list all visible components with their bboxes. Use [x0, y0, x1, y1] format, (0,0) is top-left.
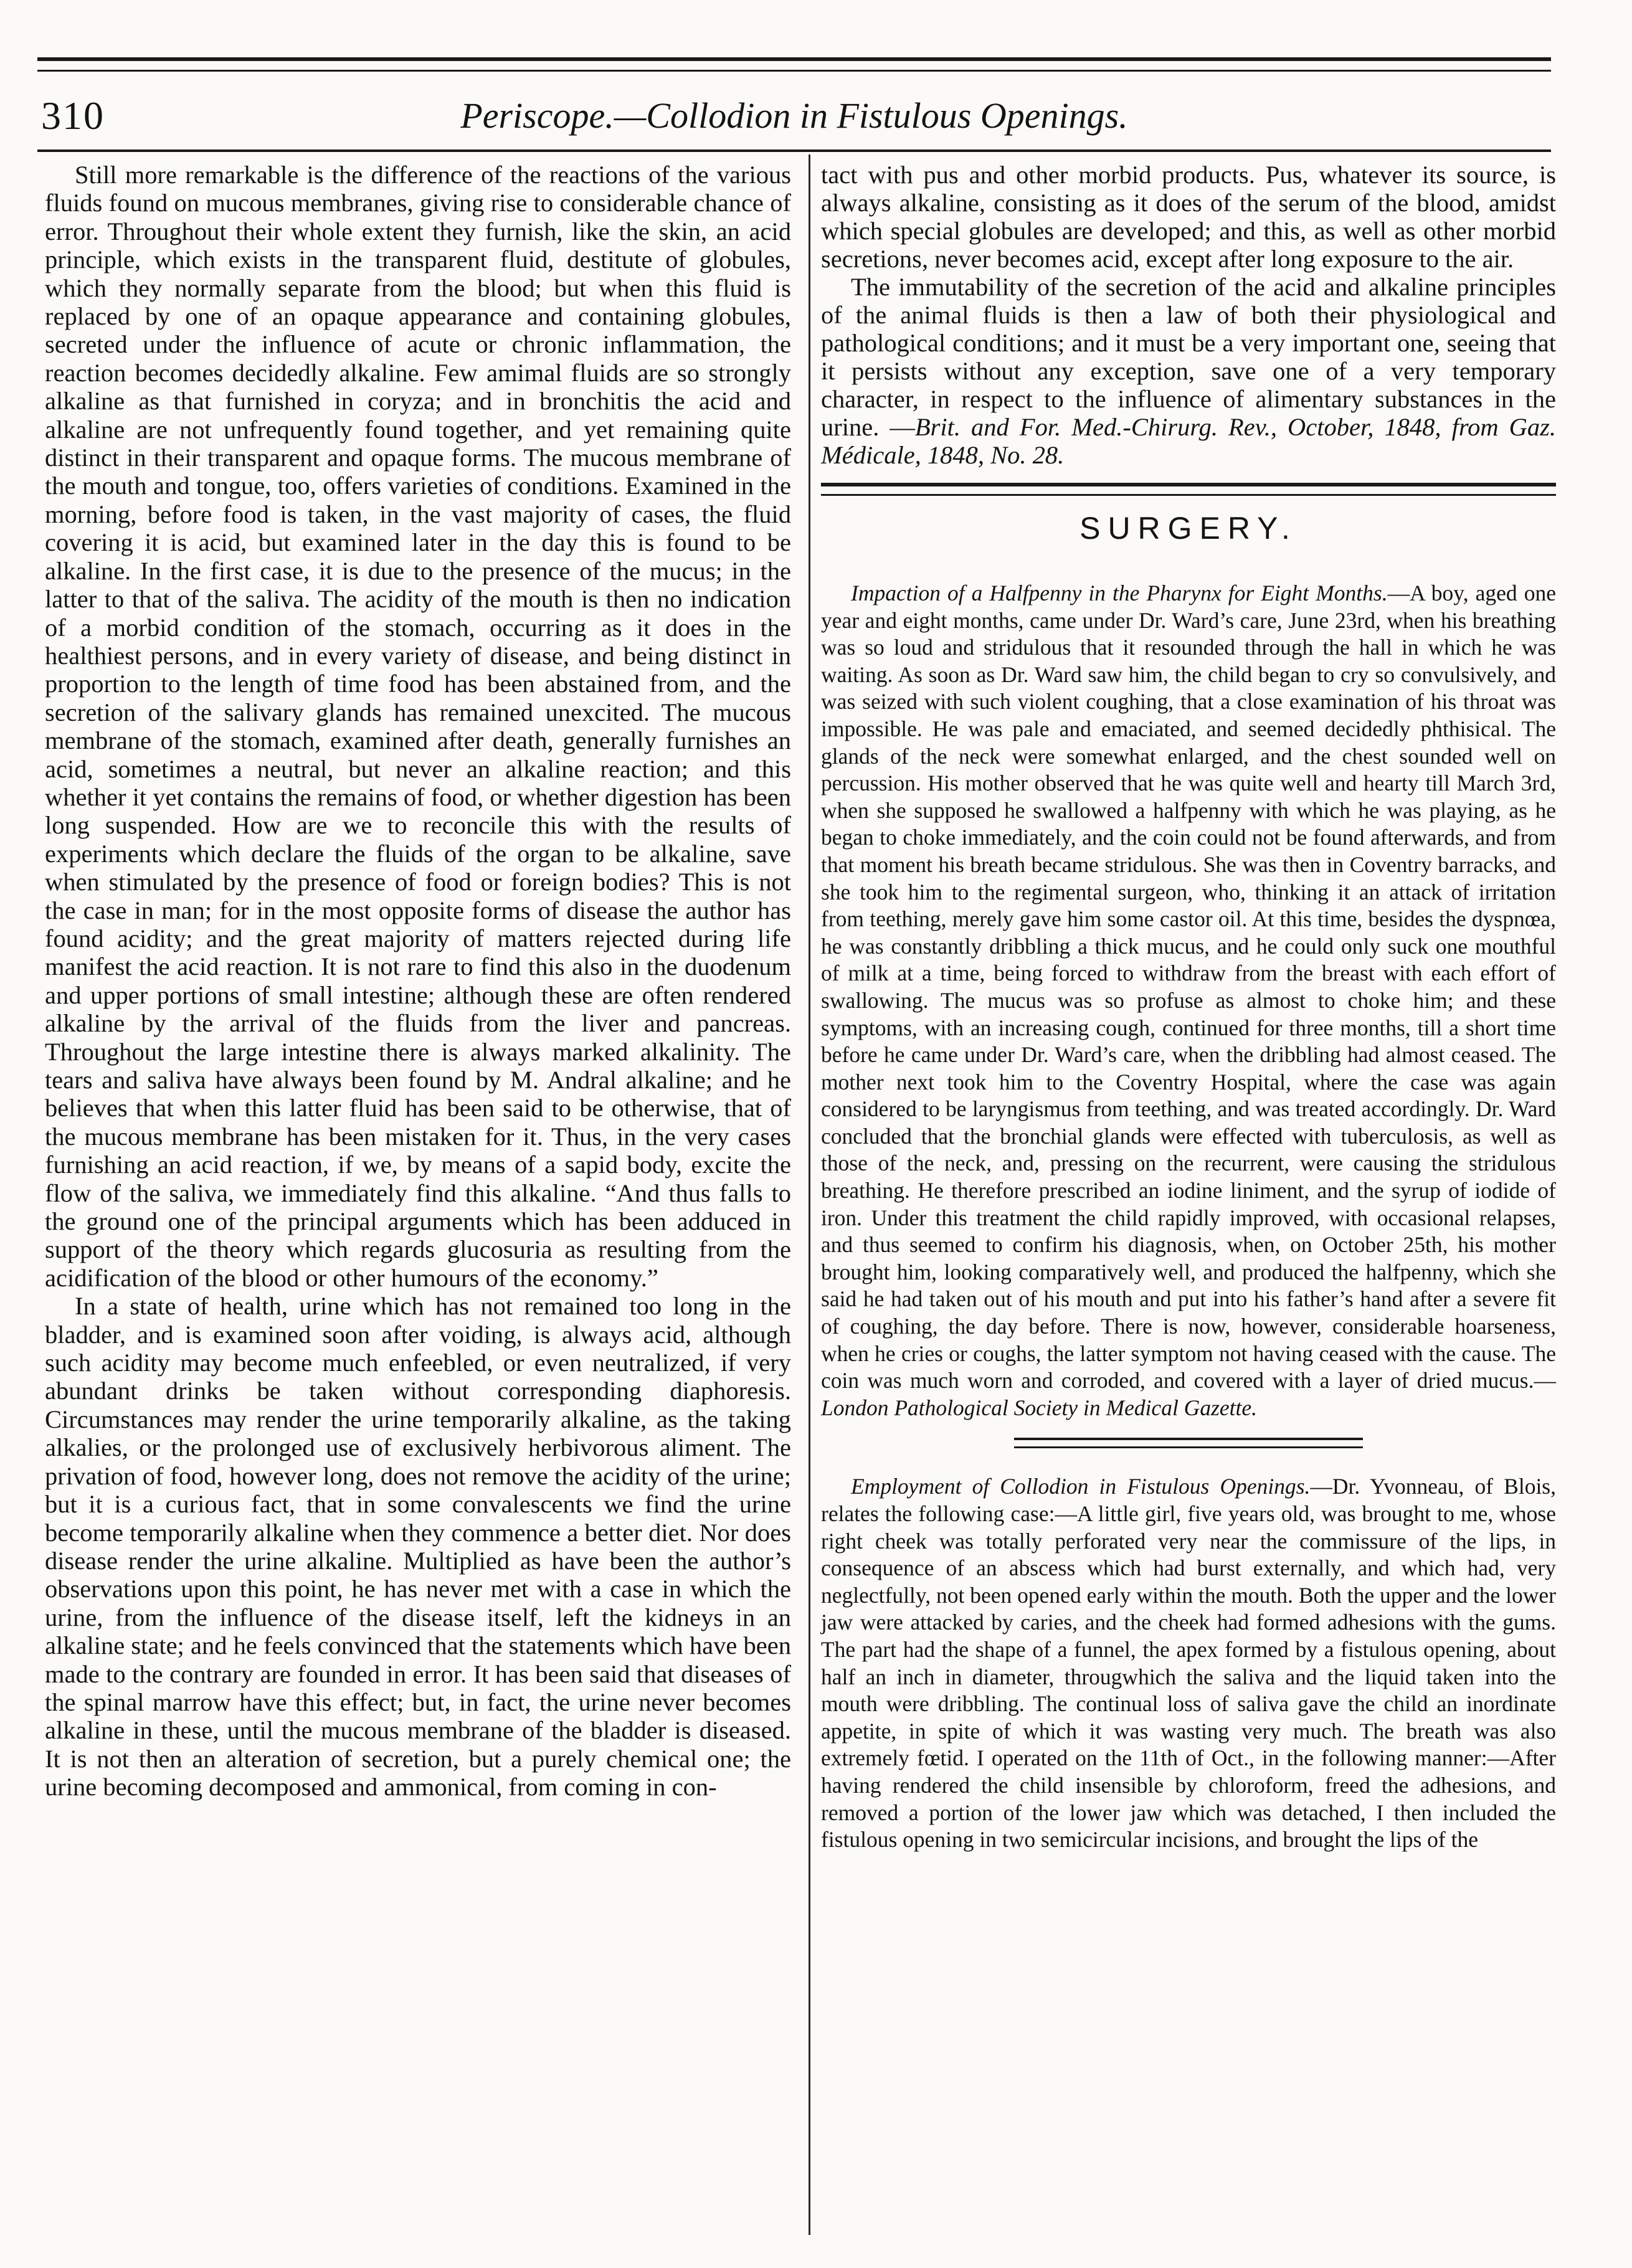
- left-column: [45, 161, 791, 1801]
- article-body: —Dr. Yvonneau, of Blois, relates the following case:—A little girl, five years old, was brought to me, whose right cheek was totally perforated very near the commissure of the lips, in consequence of an abscess which had burst externally, and which had, very neglectfully, not been opened early within the mouth. Both the upper and the lower jaw were attacked by caries, and the cheek had formed adhesions with the gums. The part had the shape of a funnel, the apex formed by a fistulous opening, about half an inch in diameter, througwhich the saliva and the liquid taken into the mouth were dribbling. The continual loss of saliva gave the child an inordinate appetite, in spite of which it was wasting very much. The breath was also extremely fœtid. I operated on the 11th of Oct., in the following manner:—After having rendered the child insensible by chloroform, freed the adhesions, and removed a portion of the lower jaw which was detached, I then included the fistulous opening in two semicircular incisions, and brought the lips of the: [821, 1474, 1556, 1853]
- top-double-rule: [37, 57, 1551, 72]
- article-title: Employment of Collodion in Fistulous Openings.: [851, 1474, 1311, 1499]
- section-title: SURGERY.: [1079, 511, 1298, 546]
- article-collodion: [821, 1473, 1556, 1853]
- paragraph: [821, 273, 1556, 469]
- page-header: [37, 86, 1551, 146]
- paragraph: Still more remarkable is the difference of the reactions of the various fluids found on mucous membranes, giving rise to considerable chance of error. Throughout their whole extent they furnish, like the skin, an acid principle, which exists in the transparent fluid, destitute of globules, which they normally separate from the blood; but when this fluid is replaced by one of an opaque appearance and containing globules, secreted under the influence of acute or chronic inflammation, the reaction becomes decidedly alkaline. Few amimal fluids are so strongly alkaline as that furnished in coryza; and in bronchitis the acid and alkaline are not unfrequently found together, and yet remaining quite distinct in their transparent and opaque forms. The mucous membrane of the mouth and tongue, too, offers varieties of conditions. Examined in the morning, before food is taken, in the vast majority of cases, the fluid covering it is acid, but examined later in the day this is found to be alkaline. In the first case, it is due to the presence of the mucus; in the latter to that of the saliva. The acidity of the mouth is then no indication of a morbid condition of the stomach, occurring as it does in the healthiest persons, and in every variety of disease, and being distinct in proportion to the length of time food has been abstained from, and the secretion of the salivary glands has remained unexcited. The mucous membrane of the stomach, examined after death, generally furnishes an acid, sometimes a neutral, but never an alkaline reaction; and this whether it yet contains the remains of food, or whether digestion has been long suspended. How are we to reconcile this with the results of experiments which declare the fluids of the organ to be alkaline, save when stimulated by the presence of food or foreign bodies? This is not the case in man; for in the most opposite forms of disease the author has found acidity; and the great majority of matters rejected during life manifest the acid reaction. It is not rare to find this also in the duodenum and upper portions of small intestine; although these are often rendered alkaline by the arrival of the fluids from the liver and pancreas. Throughout the large intestine there is always marked alkalinity. The tears and saliva have always been found by M. Andral alkaline; and he believes that when this latter fluid has been said to be otherwise, that of the mucous membrane has been mistaken for it. Thus, in the very cases furnishing an acid reaction, if we, by means of a sapid body, excite the flow of the saliva, we immediately find this alkaline. “And thus falls to the ground one of the principal arguments which has been adduced in support of the theory which regards glucosuria as resulting from the acidification of the blood or other humours of the economy.”: [45, 161, 791, 1292]
- section-rule: [821, 483, 1556, 496]
- citation: London Pathological Society in Medical Gazette.: [821, 1395, 1257, 1420]
- header-rule: [37, 149, 1551, 152]
- citation: Brit. and For. Med.-Chirurg. Rev., October, 1848, from Gaz. Médicale, 1848, No. 28.: [821, 413, 1556, 469]
- article-rule: [1014, 1438, 1363, 1448]
- right-column: [821, 161, 1556, 1854]
- article-title: Impaction of a Halfpenny in the Pharynx for Eight Months.: [851, 581, 1388, 605]
- paragraph-text: The immutability of the secretion of the acid and alkaline principles of the animal fluids is then a law of both their physiological and pathological conditions; and it must be a very important one, seeing that it persists without any exception, save one of a very temporary character, in respect to the influence of alimentary substances in the urine. —: [821, 273, 1556, 441]
- column-divider: [809, 154, 810, 2235]
- paragraph: In a state of health, urine which has not remained too long in the bladder, and is examined soon after voiding, is always acid, although such acidity may become much enfeebled, or even neutralized, if very abundant drinks be taken without corresponding diaphoresis. Circumstances may render the urine temporarily alkaline, as the taking alkalies, or the prolonged use of exclusively herbivorous aliment. The privation of food, however long, does not remove the acidity of the urine; but it is a curious fact, that in some convalescents we find the urine become temporarily alkaline when they commence a better diet. Nor does disease render the urine alkaline. Multiplied as have been the author’s observations upon this point, he has never met with a case in which the urine, from the influence of the disease itself, left the kidneys in an alkaline state; and he feels convinced that the statements which have been made to the contrary are founded in error. It has been said that diseases of the spinal marrow have this effect; but, in fact, the urine never becomes alkaline in these, until the mucous membrane of the bladder is diseased. It is not then an alteration of secretion, but a purely chemical one; the urine becoming decomposed and ammonical, from coming in con-: [45, 1292, 791, 1801]
- paragraph-continuation: tact with pus and other morbid products. Pus, whatever its source, is always alkaline, consisting as it does of the serum of the blood, amidst which special globules are developed; and this, as well as other morbid secretions, never becomes acid, except after long exposure to the air.: [821, 161, 1556, 273]
- page-number: 310: [41, 93, 105, 138]
- article-body: —A boy, aged one year and eight months, came under Dr. Ward’s care, June 23rd, when his breathing was so loud and stridulous that it resounded through the hall in which he was waiting. As soon as Dr. Ward saw him, the child began to cry so convulsively, and was seized with such violent coughing, that a close examination of his throat was impossible. He was pale and emaciated, and seemed decidedly phthisical. The glands of the neck were somewhat enlarged, and the chest sounded well on percussion. His mother observed that he was quite well and hearty till March 3rd, when she supposed he swallowed a halfpenny with which he was playing, as he began to choke immediately, and the coin could not be found afterwards, and from that moment his breath became stridulous. She was then in Coventry barracks, and she took him to the regimental surgeon, who, thinking it an attack of irritation from teething, merely gave him some castor oil. At this time, besides the dyspnœa, he was constantly dribbling a thick mucus, and he could only suck one mouthful of milk at a time, being forced to withdraw from the breast with each effort of swallowing. The mucus was so profuse as almost to choke him; and these symptoms, with an increasing cough, continued for three months, till a short time before he came under Dr. Ward’s care, when the dribbling had almost ceased. The mother next took him to the Coventry Hospital, where the case was again considered to be laryngismus from teething, and was treated accordingly. Dr. Ward concluded that the bronchial glands were effected with tuberculosis, as well as those of the neck, and, pressing on the recurrent, were causing the stridulous breathing. He therefore prescribed an iodine liniment, and the syrup of iodide of iron. Under this treatment the child rapidly improved, with occasional relapses, and thus seemed to confirm his diagnosis, when, on October 25th, his mother brought him, looking comparatively well, and produced the halfpenny, which she said he had taken out of his mouth and put into his father’s hand after a severe fit of coughing, the day before. There is now, however, considerable hoarseness, when he cries or coughs, the latter symptom not having ceased with the cause. The coin was much worn and corroded, and covered with a layer of dried mucus.—: [821, 581, 1556, 1393]
- running-head: Periscope.—Collodion in Fistulous Openings.: [460, 95, 1128, 136]
- article-impaction: [821, 580, 1556, 1421]
